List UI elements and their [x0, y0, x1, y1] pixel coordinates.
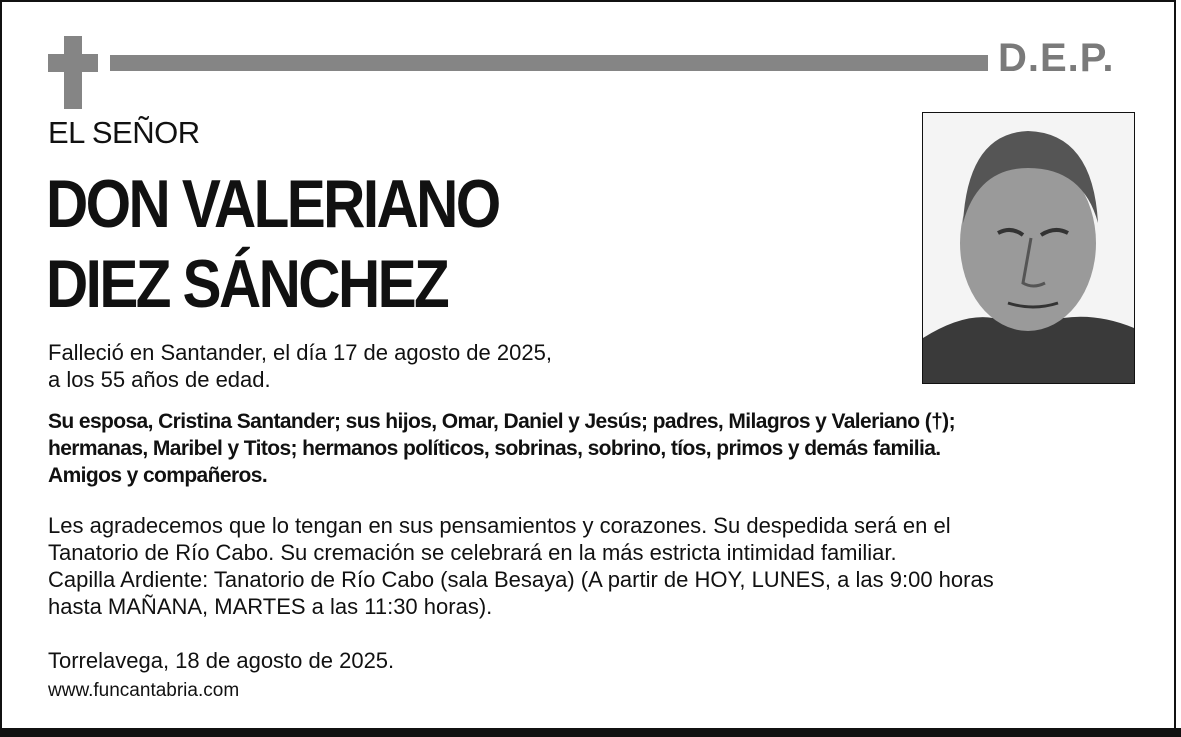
details-line: Les agradecemos que lo tengan en sus pensamientos y corazones. Su despedida será en el: [48, 513, 951, 538]
details-line: hasta MAÑANA, MARTES a las 11:30 horas).: [48, 594, 493, 619]
family-line: Amigos y compañeros.: [48, 464, 268, 487]
death-info-line: Falleció en Santander, el día 17 de agosto de 2025,: [48, 340, 552, 365]
cross-icon: [64, 36, 82, 109]
bottom-border: [0, 728, 1181, 737]
deceased-photo: [922, 112, 1135, 384]
cross-icon-bar: [48, 54, 98, 72]
funeral-details: [48, 512, 994, 620]
deceased-name: [46, 164, 499, 324]
family-list: [48, 408, 955, 489]
death-info: [48, 339, 552, 393]
details-line: Capilla Ardiente: Tanatorio de Río Cabo (sala Besaya) (A partir de HOY, LUNES, a las 9:00 horas: [48, 567, 994, 592]
details-line: Tanatorio de Río Cabo. Su cremación se celebrará en la más estricta intimidad familiar.: [48, 540, 897, 565]
death-info-line: a los 55 años de edad.: [48, 367, 271, 392]
family-line: hermanas, Maribel y Titos; hermanos políticos, sobrinas, sobrino, tíos, primos y demás familia.: [48, 437, 941, 460]
name-line: DIEZ SÁNCHEZ: [46, 246, 448, 322]
family-line: Su esposa, Cristina Santander; sus hijos, Omar, Daniel y Jesús; padres, Milagros y Valeriano (†);: [48, 410, 955, 433]
place-date: Torrelavega, 18 de agosto de 2025.: [48, 648, 395, 673]
dep-label: D.E.P.: [998, 36, 1115, 80]
name-line: DON VALERIANO: [46, 166, 499, 242]
header-rule: [110, 55, 988, 71]
website-link[interactable]: www.funcantabria.com: [48, 680, 240, 701]
title-prefix: EL SEÑOR: [48, 115, 200, 150]
